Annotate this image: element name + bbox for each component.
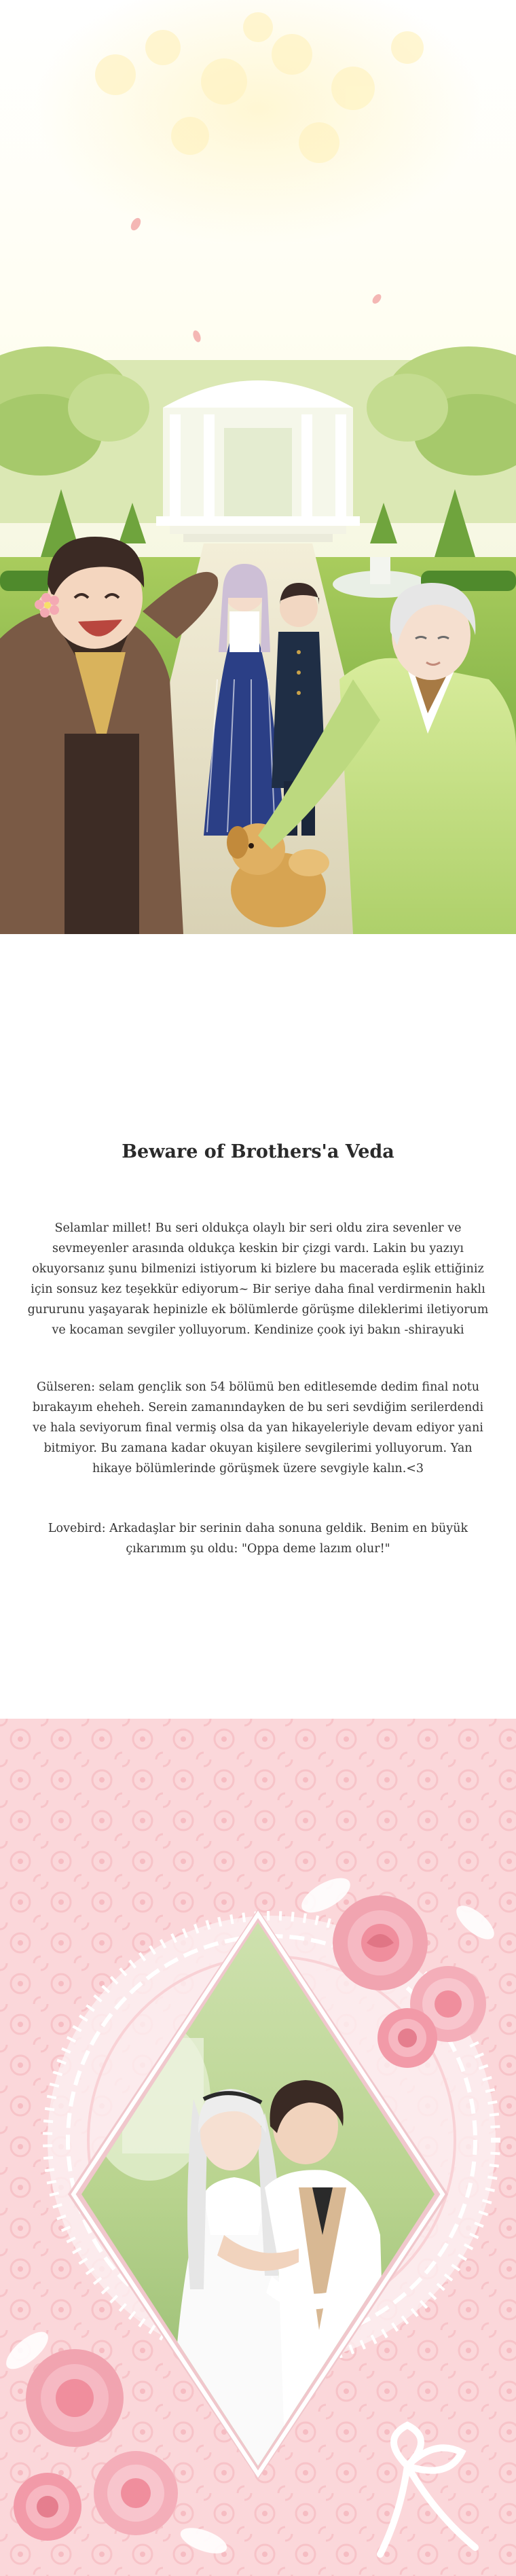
farewell-title: Beware of Brothers'a Veda <box>122 1141 394 1162</box>
couple-frame-panel <box>0 1719 516 2576</box>
garden-illustration <box>0 0 516 934</box>
couple-illustration <box>0 1719 516 2576</box>
garden-scene-panel <box>0 0 516 934</box>
proofreader-note-lovebird: Lovebird: Arkadaşlar bir serinin daha sonuna geldik. Benim en büyük çıkarımım şu oldu: "Oppa deme lazım olur!" <box>48 1522 468 1556</box>
editor-note-gulseren: Gülseren: selam gençlik son 54 bölümü ben editlesemde dedim final notu bırakayım eheheh. Serein zamanındayken de bu seri sevdiğim serilerdendi ve hala seviyorum final vermiş olsa da yan hikayeleriyle devam ediyor yani bitmiyor. Bu zamana kadar okuyan kişilere sevgilerimi yolluyorum. Yan hikaye bölümlerinde görüşmek üzere sevgiyle kalın.<3 <box>32 1380 484 1475</box>
farewell-notes-panel <box>0 934 516 1719</box>
translator-note-shirayuki: Selamlar millet! Bu seri oldukça olaylı bir seri oldu zira sevenler ve sevmeyenler arasında oldukça keskin bir çizgi vardı. Lakin bu yazıyı okuyorsanız şunu bilmenizi istiyorum ki bizlere bu macerada eşlik ettiğiniz için sonsuz kez teşekkür ediyorum~ Bir seriye daha final verdirmenin haklı gururunu yaşayarak hepinizle ek bölümlerde görüşme dileklerimi iletiyorum ve kocaman sevgiler yolluyorum. Kendinize çook iyi bakın -shirayuki <box>27 1221 489 1337</box>
